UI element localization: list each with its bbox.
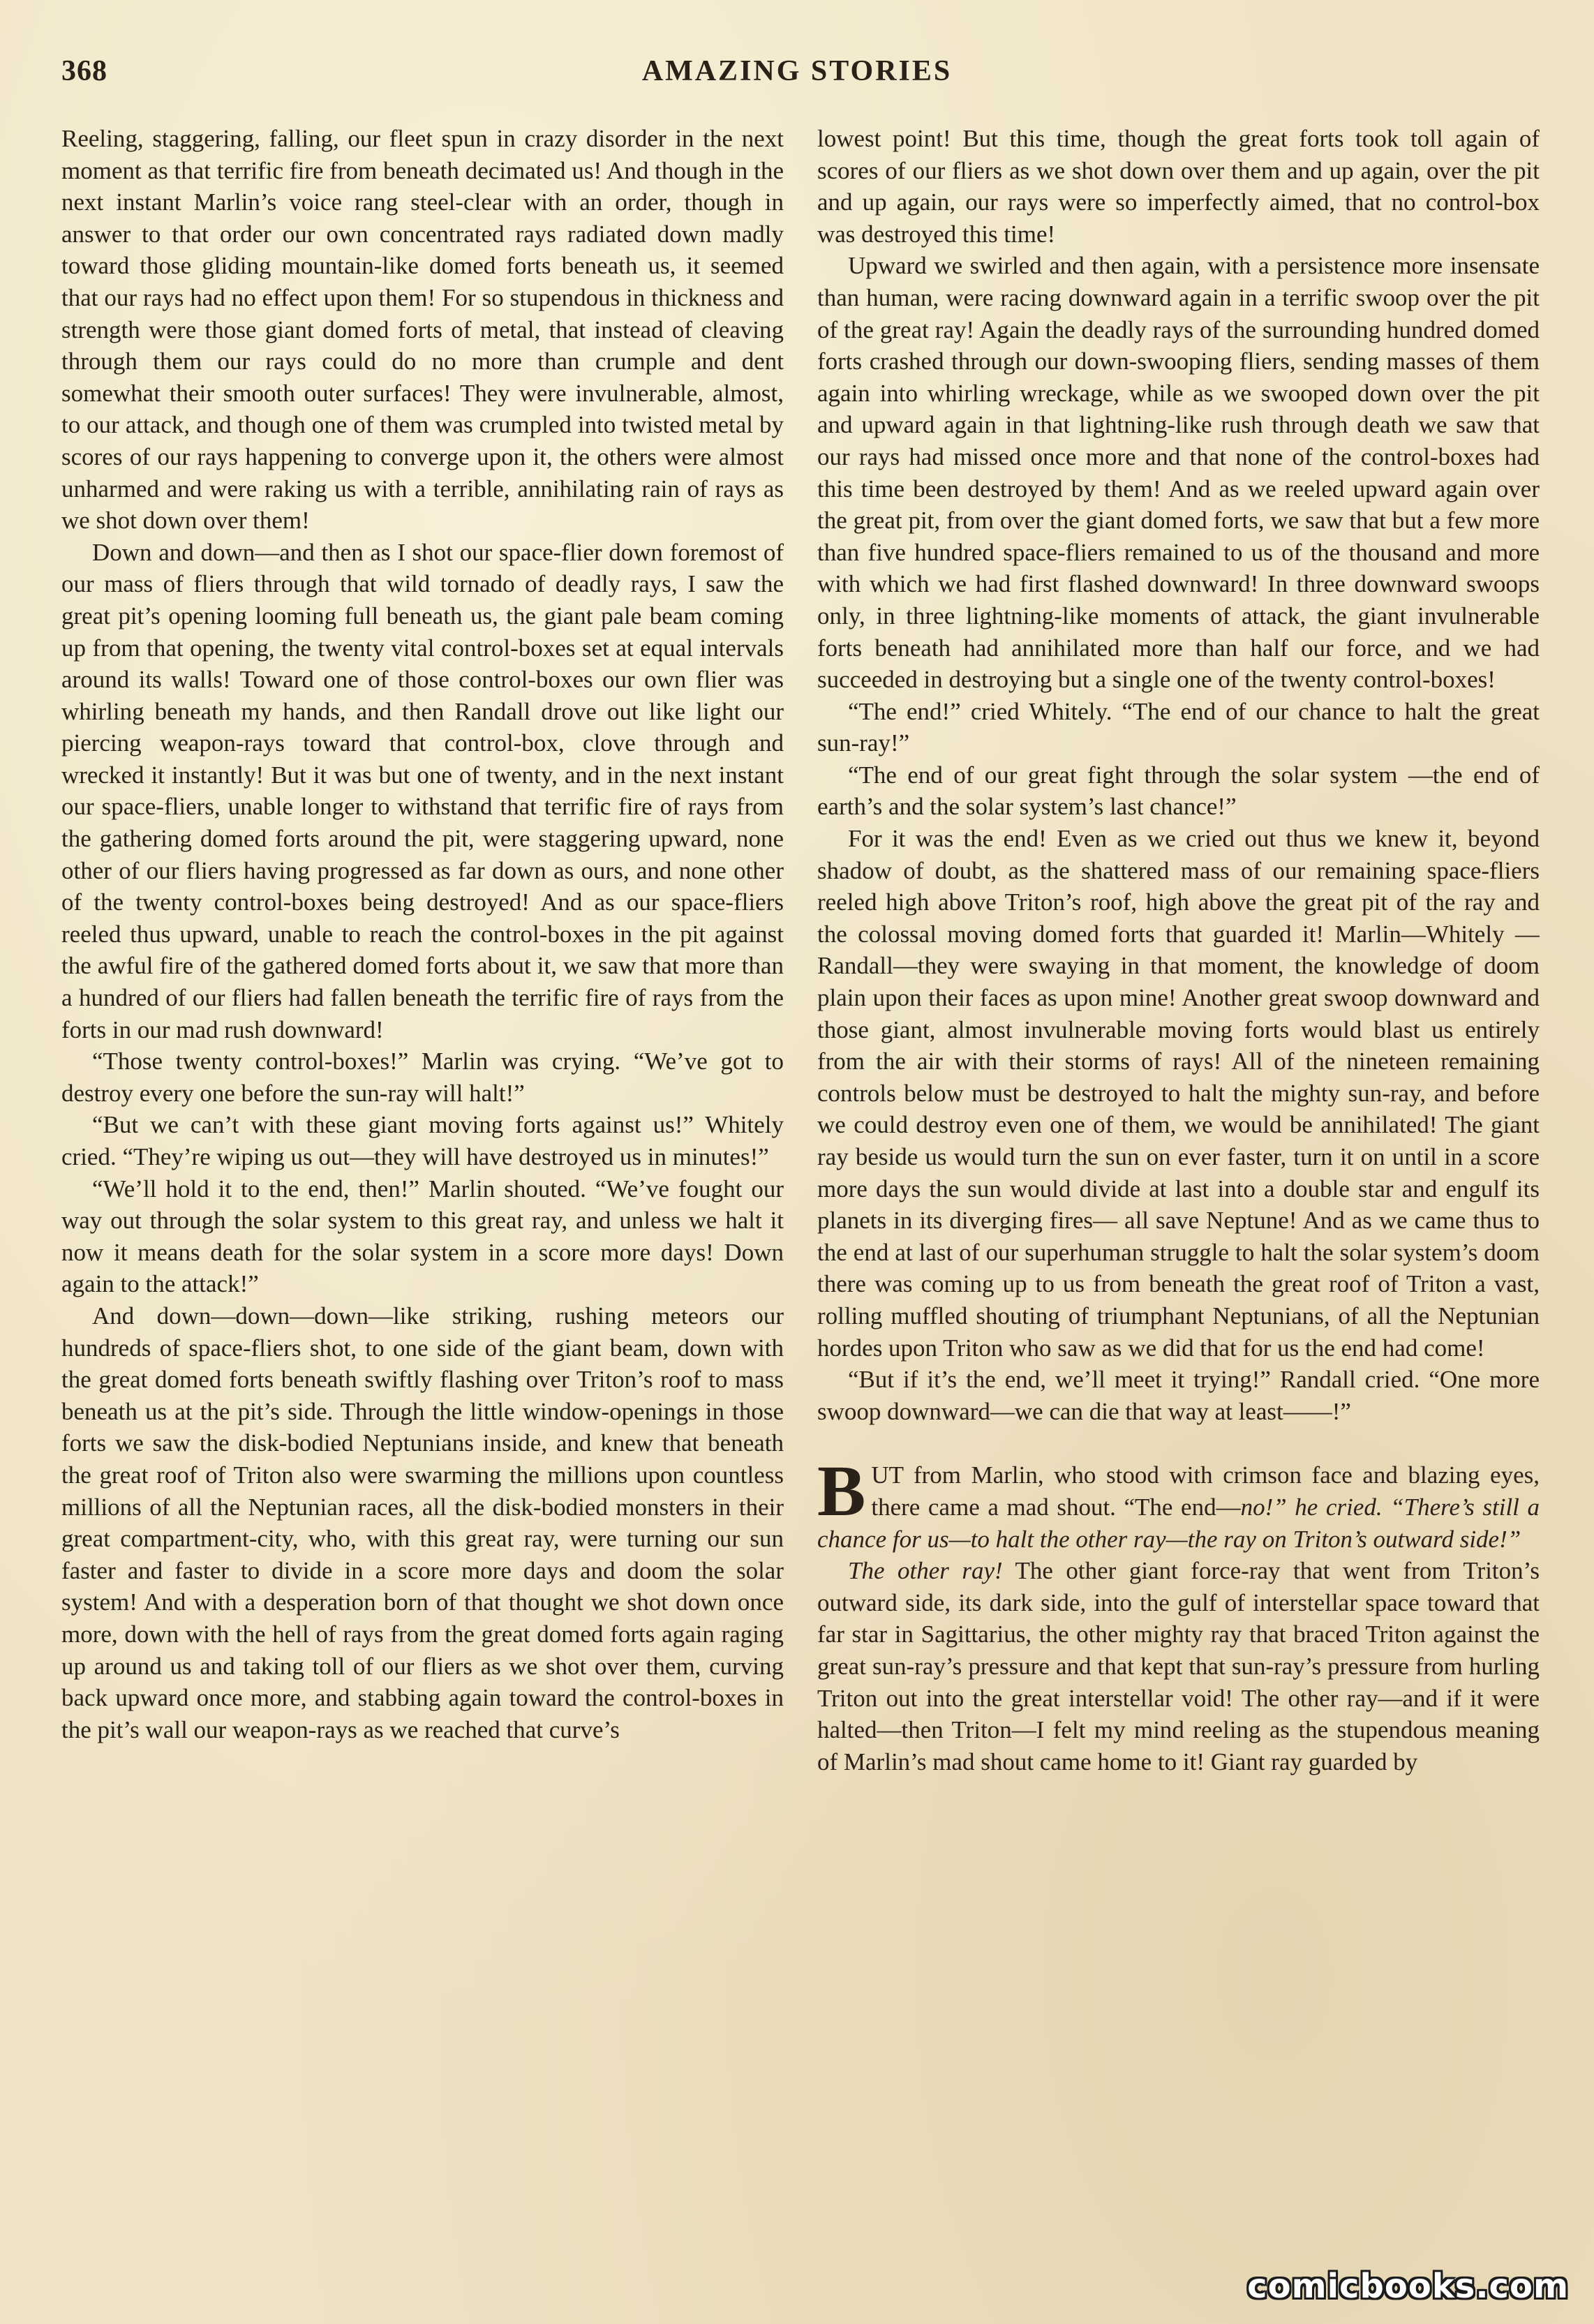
left-column bbox=[61, 123, 784, 2279]
paragraph: Upward we swirled and then again, with a persistence more insensate than human, were racing downward again in a terrific swoop over the pit of the great ray! Again the deadly rays of the surrounding hundred domed forts crashed through our down-swooping fliers, sending masses of them again into whirling wreckage, while as we swooped down over the pit and upward again in that lightning-like rush through death we saw that our rays had missed once more and that none of the control-boxes had this time been destroyed by them! And as we reeled upward again over the great pit, from over the giant domed forts, we saw that but a few more than five hundred space-fliers remained to us of the thousand and more with which we had first flashed downward! In three downward swoops only, in three lightning-like moments of attack, the giant invulnerable forts beneath had annihilated more than half our force, and we had succeeded in destroying but a single one of the twenty control-boxes! bbox=[817, 252, 1540, 694]
paragraph: Down and down—and then as I shot our space-flier down foremost of our mass of fliers through that wild tornado of deadly rays, I saw the great pit’s opening looming full beneath us, the giant pale beam coming up from that opening, the twenty vital control-boxes set at equal intervals around its walls! Toward one of those control-boxes our own flier was whirling beneath my hands, and then Randall drove out like light our piercing weapon-rays toward that control-box, clove through and wrecked it instantly! But it was but one of twenty, and in the next instant our space-fliers, unable longer to withstand that terrific fire of rays from the gathering domed forts around the pit, were staggering upward, none other of our fliers having progressed as far down as ours, and none other of the twenty control-boxes being destroyed! And as our space-fliers reeled thus upward, unable to reach the control-boxes in the pit against the awful fire of the gathered domed forts about it, we saw that more than a hundred of our fliers had fallen beneath the terrific fire of rays from the forts in our mad rush downward! bbox=[61, 538, 784, 1043]
text-columns bbox=[61, 123, 1540, 2279]
magazine-title: AMAZING STORIES bbox=[641, 55, 953, 87]
page-header bbox=[61, 54, 1533, 96]
right-column bbox=[817, 123, 1540, 2279]
paragraph bbox=[817, 1555, 1540, 1778]
paragraph: “The end of our great fight through the solar system —the end of earth’s and the solar system’s last chance!” bbox=[817, 761, 1540, 821]
paragraph: “The end!” cried Whitely. “The end of our chance to halt the great sun-ray!” bbox=[817, 697, 1540, 757]
opening-text: UT from Marlin, who stood with crimson face and blazing eyes, there came a mad shout. “The end— bbox=[871, 1461, 1540, 1521]
paragraph: And down—down—down—like striking, rushing meteors our hundreds of space-fliers shot, to one side of the giant beam, down with the great domed forts beneath swiftly flashing over Triton’s roof to mass beneath us at the pit’s side. Through the little window-openings in those forts we saw the disk-bodied Neptunians inside, and knew that beneath the great roof of Triton also were swarming the millions upon countless millions of all the Neptunian races, all the disk-bodied monsters in their great compartment-city, who, with this great ray, were turning our sun faster and faster to divide in a score more days and doom the solar system! And with a desperation born of that thought we shot down once more, down with the hell of rays from the great domed forts again raging up around us and taking toll of our fliers as we shot over them, curving back upward once more, and stabbing again toward the control-boxes in the pit’s wall our weapon-rays as we reached that curve’s bbox=[61, 1302, 784, 1743]
italic-lead: The other ray! bbox=[848, 1557, 1003, 1585]
paragraph-rest: The other giant force-ray that went from Triton’s outward side, its dark side, into the gulf of interstellar space toward that far star in Sagittarius, the other mighty ray that braced Triton against the great sun-ray’s pressure and that kept that sun-ray’s pressure from hurling Triton out into the great interstellar void! The other ray—and if it were halted—then Triton—I felt my mind reeling as the stupendous meaning of Marlin’s mad shout came home to it! Giant ray guarded by bbox=[817, 1557, 1540, 1775]
page-number: 368 bbox=[61, 55, 107, 87]
paragraph: “Those twenty control-boxes!” Marlin was crying. “We’ve got to destroy every one before the sun-ray will halt!” bbox=[61, 1048, 784, 1107]
section-break bbox=[817, 1427, 1540, 1459]
watermark-logo: comicbooks.com bbox=[1247, 2267, 1569, 2306]
paragraph: For it was the end! Even as we cried out thus we knew it, beyond shadow of doubt, as the shattered mass of our remaining space-fliers reeled high above Triton’s roof, high above the great pit of the ray and the colossal moving domed forts that guarded it! Marlin—Whitely —Randall—they were swaying in that moment, the knowledge of doom plain upon their faces as upon mine! Another great swoop downward and those giant, almost invulnerable moving forts would blast us entirely from the air with their storms of rays! All of the nineteen remaining controls below must be destroyed to halt the mighty sun-ray, and before we could destroy even one of them, we would be annihilated! The giant ray beside us would turn the sun on ever faster, turn it on until in a score more days the sun would divide at last into a double star and engulf its planets in its diverging fires— all save Neptune! And as we came thus to the end at last of our superhuman struggle to halt the solar system’s doom there was coming up to us from beneath the great roof of Triton a vast, rolling muffled shouting of triumphant Neptunians, of all the Neptunian hordes upon Triton who saw as we did that for us the end had come! bbox=[817, 825, 1540, 1362]
paragraph: lowest point! But this time, though the great forts took toll again of scores of our fliers as we shot down over them and up again, over the pit and up again, our rays were so imperfectly aimed, that no control-box was destroyed this time! bbox=[817, 125, 1540, 248]
paragraph: Reeling, staggering, falling, our fleet spun in crazy disorder in the next moment as that terrific fire from beneath decimated us! And though in the next instant Marlin’s voice rang steel-clear with an order, though in answer to that order our own concentrated rays radiated down madly toward those gliding mountain-like domed forts beneath us, it seemed that our rays had no effect upon them! For so stupendous in thickness and strength were those giant domed forts of metal, that instead of cleaving through them our rays could do no more than crumple and dent somewhat their smooth outer surfaces! They were invulnerable, almost, to our attack, and though one of them was crumpled into twisted metal by scores of our rays happening to converge upon it, the others were almost unharmed and were raking us with a terrible, annihilating rain of rays as we shot down over them! bbox=[61, 125, 784, 535]
paragraph: “But if it’s the end, we’ll meet it trying!” Randall cried. “One more swoop downward—we can die that way at least——!” bbox=[817, 1366, 1540, 1425]
italic-shout: no!” he cried. “There’s still a chance for us—to halt the other ray—the ray on Triton’s outward side!” bbox=[817, 1493, 1540, 1553]
paragraph: “But we can’t with these giant moving forts against us!” Whitely cried. “They’re wiping us out—they will have destroyed us in minutes!” bbox=[61, 1111, 784, 1170]
section-opening-paragraph bbox=[817, 1451, 1540, 1555]
drop-cap: B bbox=[817, 1451, 866, 1532]
paragraph: “We’ll hold it to the end, then!” Marlin shouted. “We’ve fought our way out through the solar system to this great ray, and unless we halt it now it means death for the solar system in a score more days! Down again to the attack!” bbox=[61, 1175, 784, 1298]
